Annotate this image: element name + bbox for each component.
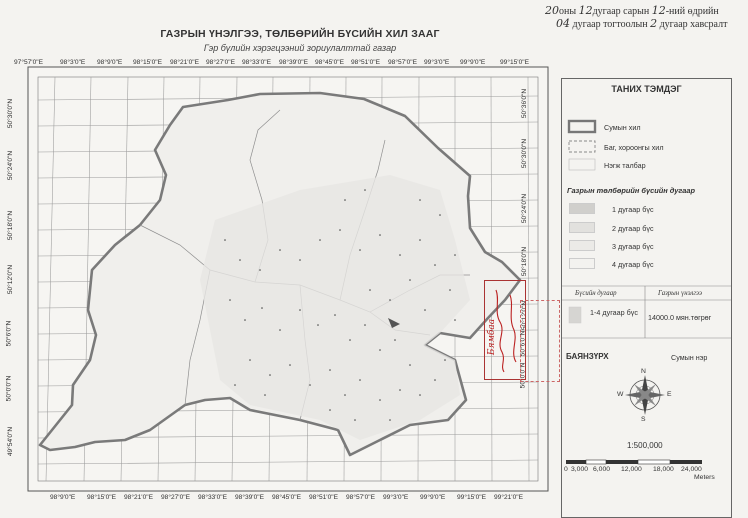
right-tick: 50°6'0"N (519, 330, 527, 357)
zone-swatch-1 (569, 203, 595, 214)
note-text: дугаар тогтоолын (572, 19, 648, 30)
legend-item-soum: Сумын хил (604, 123, 641, 132)
bottom-tick: 99°21'0"E (494, 494, 523, 501)
handwritten-signature: Бямбаа (487, 318, 498, 356)
bottom-tick: 98°39'0"E (235, 494, 264, 501)
scale-tick: 12,000 (621, 466, 642, 473)
note-text: оны (559, 6, 577, 17)
scale-ratio: 1:500,000 (627, 441, 663, 450)
bottom-tick: 98°57'0"E (346, 494, 375, 501)
left-tick: 50°0'0"N (5, 375, 13, 402)
top-tick: 98°39'0"E (279, 59, 308, 66)
scale-tick: 24,000 (681, 466, 702, 473)
top-tick: 98°33'0"E (242, 59, 271, 66)
map-title: ГАЗРЫН ҮНЭЛГЭЭ, ТӨЛБӨРИЙН БҮСИЙН ХИЛ ЗААГ (160, 28, 440, 40)
scale-tick: 3,000 (571, 466, 589, 473)
top-tick: 99°9'0"E (460, 59, 486, 66)
left-tick: 50°30'0"N (7, 98, 15, 129)
table-value: 14000.0 мян.төгрөг (648, 313, 712, 322)
hand-month: 12 (578, 4, 593, 17)
top-tick: 98°45'0"E (315, 59, 344, 66)
compass-s: S (641, 416, 646, 423)
left-tick: 50°18'0"N (7, 210, 15, 241)
bottom-tick: 98°51'0"E (309, 494, 338, 501)
right-tick: 50°18'0"N (521, 246, 529, 277)
compass-e: E (667, 391, 672, 398)
legend-item-bag: Баг, хороонгы хил (604, 143, 664, 152)
soum-name: БАЯНЗҮРХ (566, 352, 609, 361)
hand-appendix: 2 (650, 17, 658, 30)
note-text: дугаар хавсралт (659, 19, 728, 30)
soum-label: Сумын нэр (671, 353, 708, 362)
compass-w: W (617, 391, 624, 398)
scale-tick: 0 (564, 466, 568, 473)
zone-label-2: 2 дугаар бүс (612, 224, 654, 233)
zones-title: Газрын төлбөрийн бүсийн дугаар (567, 186, 696, 195)
header-note-line1 (545, 4, 719, 17)
bottom-tick: 98°21'0"E (124, 494, 153, 501)
zone-swatch-4 (569, 258, 595, 269)
top-tick: 98°21'0"E (170, 59, 199, 66)
scale-unit: Meters (694, 474, 715, 481)
bottom-tick: 98°27'0"E (161, 494, 190, 501)
legend-title: ТАНИХ ТЭМДЭГ (611, 84, 682, 94)
table-head-zone: Бүсийн дугаар (575, 290, 617, 297)
bottom-tick: 98°9'0"E (50, 494, 76, 501)
top-tick: 99°15'0"E (500, 59, 529, 66)
top-tick: 97°57'0"E (14, 59, 43, 66)
table-zone: 1-4 дугаар бүс (590, 308, 638, 317)
scale-tick: 18,000 (653, 466, 674, 473)
note-text: дугаар сарын (592, 6, 650, 17)
top-tick: 98°27'0"E (206, 59, 235, 66)
hand-year: 20 (545, 4, 559, 17)
right-tick: 50°36'0"N (521, 88, 529, 119)
zone-label-3: 3 дугаар бүс (612, 242, 654, 251)
bottom-tick: 98°33'0"E (198, 494, 227, 501)
compass-n: N (641, 368, 646, 375)
top-tick: 98°57'0"E (388, 59, 417, 66)
hand-day: 12 (651, 4, 666, 17)
top-tick: 99°3'0"E (424, 59, 450, 66)
right-tick: 50°30'0"N (521, 138, 529, 169)
zone-swatch-3 (569, 240, 595, 251)
left-tick: 49°54'0"N (7, 426, 15, 457)
left-tick: 50°6'0"N (5, 320, 13, 347)
left-tick: 50°12'0"N (7, 264, 15, 295)
table-head-value: Газрын үнэлгээ (658, 290, 703, 297)
bottom-tick: 98°45'0"E (272, 494, 301, 501)
zone-swatch-2 (569, 222, 595, 233)
top-tick: 98°9'0"E (97, 59, 123, 66)
official-stamp-outline (520, 300, 560, 382)
map-subtitle: Гэр бүлийн хэрэгцээний зориулалттай газар (203, 43, 397, 53)
bottom-tick: 99°3'0"E (383, 494, 409, 501)
top-tick: 98°51'0"E (351, 59, 380, 66)
right-tick: 50°0'0"N (519, 362, 527, 389)
hand-number: 04 (556, 17, 570, 30)
bottom-tick: 99°15'0"E (457, 494, 486, 501)
scale-tick: 6,000 (593, 466, 611, 473)
top-tick: 98°15'0"E (133, 59, 162, 66)
top-tick: 98°3'0"E (60, 59, 86, 66)
header-note-line2 (556, 17, 727, 30)
right-tick: 50°24'0"N (521, 193, 529, 224)
note-text: -ний өдрийн (665, 6, 719, 17)
zone-label-1: 1 дугаар бүс (612, 205, 654, 214)
bottom-tick: 98°15'0"E (87, 494, 116, 501)
bottom-tick: 99°9'0"E (420, 494, 446, 501)
right-tick: 50°12'0"N (521, 300, 529, 331)
legend-item-parcel: Нэгж талбар (604, 161, 646, 170)
left-tick: 50°24'0"N (7, 150, 15, 181)
zone-label-4: 4 дугаар бүс (612, 260, 654, 269)
